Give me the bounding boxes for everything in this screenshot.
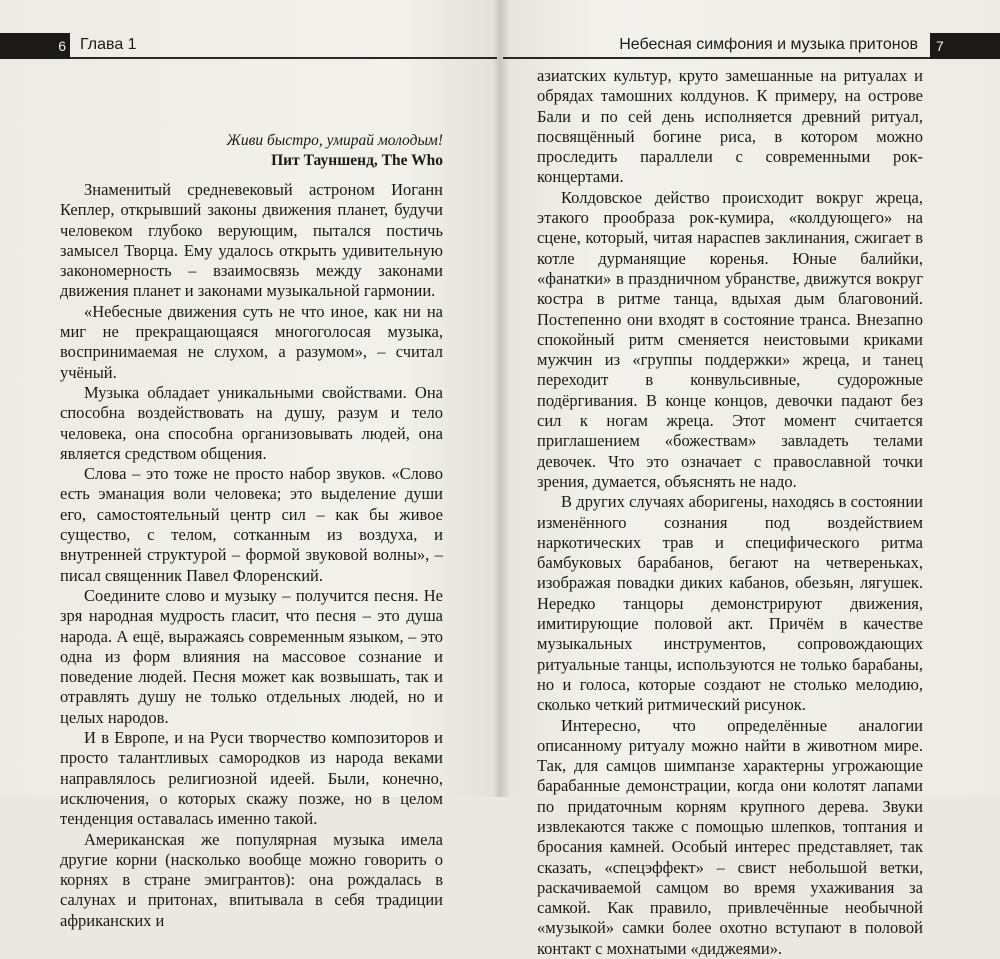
paragraph: Знаменитый средневековый астроном Иоганн Кеплер, открывший законы движения планет, будучи человеком глубоко верующим, пытался постичь замысел Творца. Ему удалось открыть удивительную закономерность – взаимосвязь между законами движения планет и законами музыкальной гармонии. [60,180,443,302]
right-page-number: 7 [930,33,1000,59]
paragraph: Интересно, что определённые аналогии описанному ритуалу можно найти в животном мире. Так, для самцов шимпанзе характерны угрожающие барабанные демонстрации, когда они колотят лапами по придаточным корням крупного дерева. Звуки извлекаются также с помощью шлепков, топтания и бросания камней. Особый интерес представляет, так сказать, «спецэффект» – свист небольшой ветки, раскачиваемой самцом во время ухаживания за самкой. Как правило, привлечённые необычной «музыкой» самки более охотно вступают в половой контакт с мохнатыми «диджеями». [537,716,923,959]
paragraph: Соедините слово и музыку – получится песня. Не зря народная мудрость гласит, что песня – это душа народа. А ещё, выражаясь современным языком, – это одна из форм влияния на массовое сознание и поведение людей. Песня может как возвышать, так и отравлять душу не только отдельных людей, но и целых народов. [60,586,443,728]
left-running-header [0,33,497,59]
paragraph: «Небесные движения суть не что иное, как ни на миг не прекращающаяся многоголосая музыка, воспринимаемая не слухом, а разумом», – считал учёный. [60,302,443,383]
paragraph: Колдовское действо происходит вокруг жреца, этакого прообраза рок-кумира, «колдующего» на сцене, который, читая нараспев заклинания, сжигает в котле дурманящие коренья. Юные балийки, «фанатки» в праздничном убранстве, движутся вокруг костра в ритме танца, вдыхая дым благовоний. Постепенно они входят в состояние транса. Внезапно спокойный ритм сменяется неистовыми криками мужчин из «группы поддержки» жреца, и танец переходит в конвульсивные, судорожные подёргивания. В конце концов, девочки падают без сил к ногам жреца. Этот момент считается приглашением «божествам» завладеть телами девочек. Что это означает с православной точки зрения, думается, объяснять не надо. [537,188,923,492]
left-body-text [60,180,443,931]
right-page [503,0,1000,797]
paragraph: Американская же популярная музыка имела другие корни (насколько вообще можно говорить о корнях в стране эмигрантов): она рождалась в салунах и притонах, впитывала в себя традиции африканских и [60,830,443,931]
epigraph-quote: Живи быстро, умирай молодым! [60,131,443,151]
left-page [0,0,497,797]
right-running-header [503,33,1000,59]
left-running-head: Глава 1 [70,33,497,59]
paragraph: В других случаях аборигены, находясь в состоянии изменённого сознания под воздействием наркотических трав и специфического ритма бамбуковых барабанов, бегают на четвереньках, изображая повадки диких кабанов, обезьян, лягушек. Нередко танцоры демонстрируют движения, имитирующие половой акт. Причём в качестве музыкальных инструментов, сопровождающих ритуальные танцы, используются не только барабаны, но и голоса, которые создают не столько мелодию, сколько четкий ритмический рисунок. [537,492,923,715]
right-body-text [537,66,923,959]
paragraph: Музыка обладает уникальными свойствами. Она способна воздействовать на душу, разум и тело человека, она способна организовывать людей, она является средством общения. [60,383,443,464]
epigraph-author: Пит Тауншенд, The Who [60,151,443,171]
paragraph-continuation: азиатских культур, круто замешанные на ритуалах и обрядах тамошних колдунов. К примеру, на острове Бали и по сей день исполняется древний ритуал, посвящённый богине риса, в котором можно проследить параллели с современными рок-концертами. [537,66,923,188]
paragraph: Слова – это тоже не просто набор звуков. «Слово есть эманация воли человека; это выделение души его, самостоятельный центр сил – как бы живое существо, с телом, сотканным из воздуха, и внутренней структурой – формой звуковой волны», – писал священник Павел Флоренский. [60,464,443,586]
left-page-number: 6 [0,33,70,59]
right-running-head: Небесная симфония и музыка притонов [503,33,930,59]
paragraph: И в Европе, и на Руси творчество композиторов и просто талантливых самородков из народа веками направлялось религиозной идеей. Были, конечно, исключения, о которых скажу позже, но в целом тенденция оставалась именно такой. [60,728,443,829]
epigraph [60,131,443,171]
